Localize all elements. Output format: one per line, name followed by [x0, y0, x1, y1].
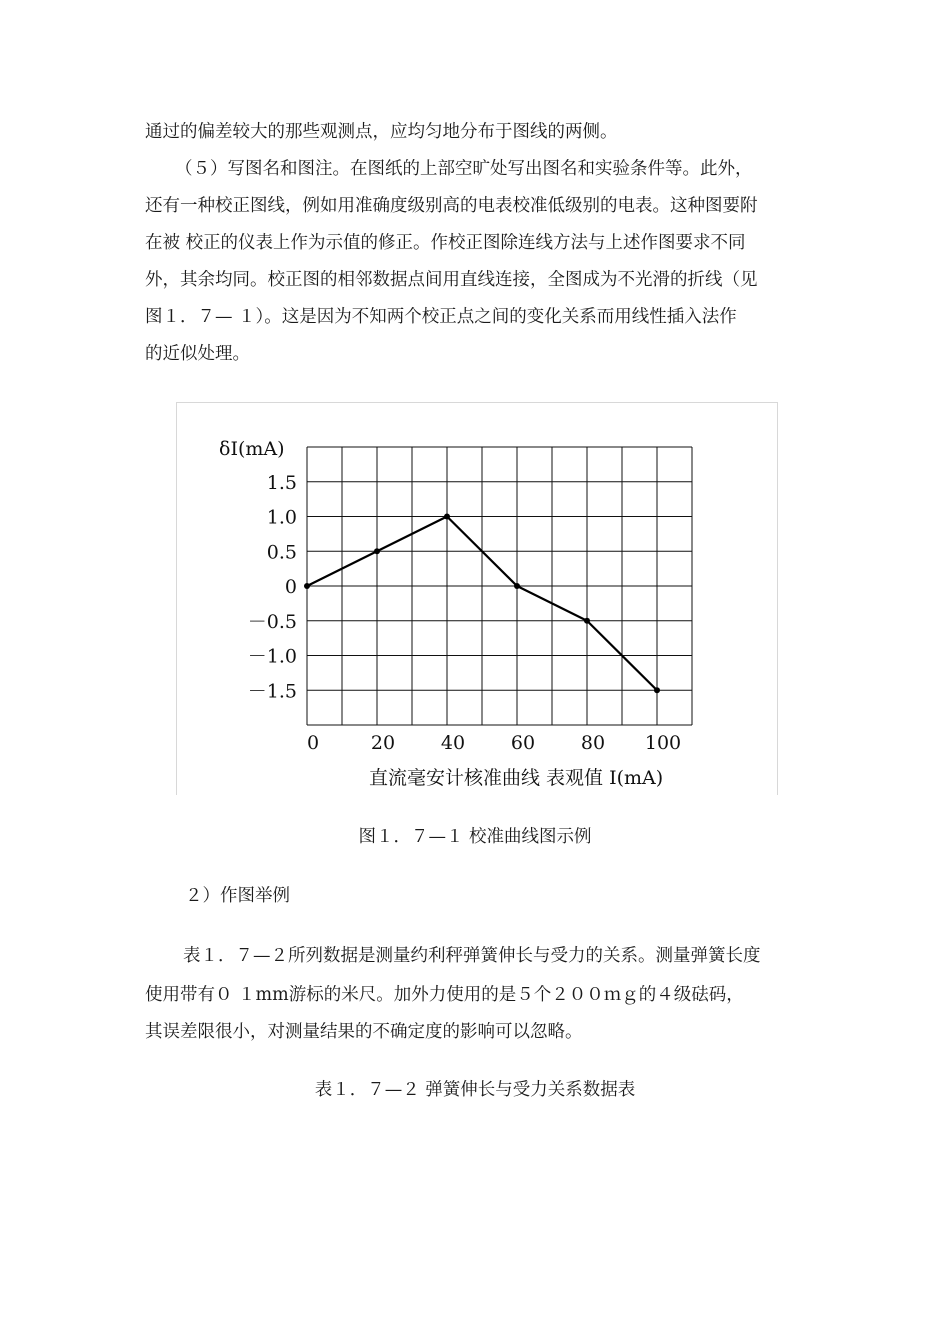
section-heading: ２）作图举例 — [185, 886, 290, 906]
paragraph-line: 使用带有０ １mm游标的米尺。加外力使用的是５个２００ｍｇ的４级砝码， — [145, 985, 744, 1005]
x-tick-label: 80 — [580, 732, 606, 754]
table-caption: 表１．７—２ 弹簧伸长与受力关系数据表 — [314, 1080, 636, 1100]
paragraph-line: 其误差限很小，对测量结果的不确定度的影响可以忽略。 — [145, 1022, 583, 1042]
y-tick-label: 1.5 — [266, 471, 297, 494]
y-tick-label: 0 — [284, 576, 297, 598]
paragraph-line: 的近似处理。 — [145, 344, 250, 364]
x-tick-label: 20 — [370, 732, 396, 754]
data-point — [584, 618, 590, 624]
paragraph-line: 在被 校正的仪表上作为示值的修正。作校正图除连线方法与上述作图要求不同 — [145, 233, 746, 253]
data-point — [654, 687, 660, 693]
x-tick-label: 60 — [510, 732, 536, 754]
x-tick-label: 40 — [440, 732, 466, 754]
y-tick-label: 0.5 — [266, 541, 297, 564]
paragraph-line: 还有一种校正图线，例如用准确度级别高的电表校准低级别的电表。这种图要附 — [145, 196, 758, 216]
y-tick-label: －1.0 — [247, 645, 297, 668]
y-tick-label: 1.0 — [266, 506, 297, 529]
x-axis-label: 直流毫安计核准曲线 表观值 I(mA) — [369, 767, 664, 789]
chart-svg — [177, 403, 777, 795]
y-tick-label: －0.5 — [247, 610, 297, 633]
paragraph-line: 表１．７—２所列数据是测量约利秤弹簧伸长与受力的关系。测量弹簧长度 — [183, 946, 761, 966]
data-point — [374, 548, 380, 554]
paragraph-line: 图１．７— １）。这是因为不知两个校正点之间的变化关系而用线性插入法作 — [145, 307, 737, 327]
paragraph-line: （５）写图名和图注。在图纸的上部空旷处写出图名和实验条件等。此外， — [175, 159, 753, 179]
paragraph-line: 通过的偏差较大的那些观测点，应均匀地分布于图线的两侧。 — [145, 122, 618, 142]
data-point — [444, 514, 450, 520]
data-point — [514, 583, 520, 589]
data-point — [304, 583, 310, 589]
y-tick-label: －1.5 — [247, 680, 297, 703]
paragraph-line: 外，其余均同。校正图的相邻数据点间用直线连接，全图成为不光滑的折线（见 — [145, 270, 758, 290]
x-tick-label: 100 — [644, 732, 682, 754]
figure-caption: 图１．７—１ 校准曲线图示例 — [358, 827, 592, 847]
y-axis-label: δI(mA) — [219, 438, 285, 460]
calibration-chart — [176, 402, 778, 795]
x-tick-label: 0 — [306, 732, 320, 754]
